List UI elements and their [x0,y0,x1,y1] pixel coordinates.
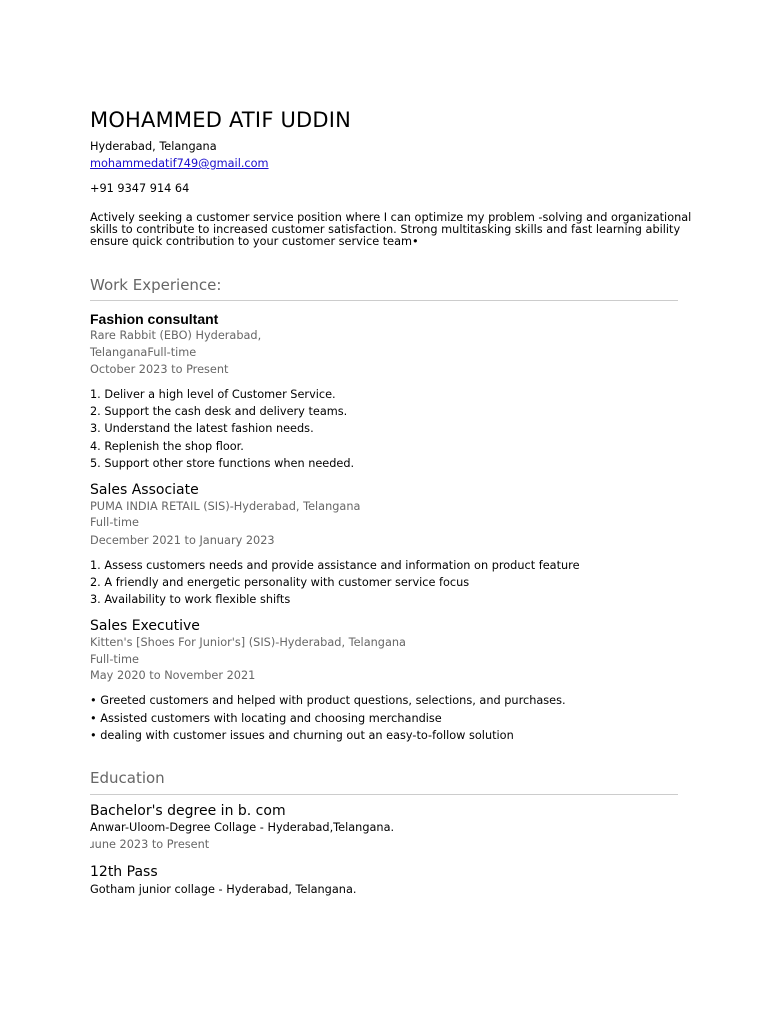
job-title: Sales Executive [90,618,200,634]
job-dates: May 2020 to November 2021 [90,669,256,682]
work-experience-heading: Work Experience: [90,276,222,294]
summary-line: Actively seeking a customer service position where I can optimize my problem -solving and organizational [90,211,692,224]
section-divider [90,300,678,301]
job-title: Sales Associate [90,482,199,498]
email-link[interactable] [90,157,269,171]
summary-line: ensure quick contribution to your customer service team• [90,235,419,248]
list-item: 2. Support the cash desk and delivery teams. [90,405,348,418]
job-company: Rare Rabbit (EBO) Hyderabad, [90,329,262,342]
job-dates: December 2021 to January 2023 [90,534,275,547]
email-text[interactable]: mohammedatif749@gmail.com [90,157,269,170]
job-company-cont: TelanganaFull-time [90,346,197,359]
education-dates: ɹune 2023 to Present [90,838,210,851]
list-item: 3. Availability to work flexible shifts [90,593,291,606]
candidate-name: MOHAMMED ATIF UDDIN [90,108,352,132]
list-item: 1. Deliver a high level of Customer Service. [90,388,336,401]
job-company: PUMA INDIA RETAIL (SIS)-Hyderabad, Telangana [90,500,361,513]
degree-title: 12th Pass [90,864,158,880]
list-item: 3. Understand the latest fashion needs. [90,422,314,435]
list-item: • Assisted customers with locating and choosing merchandise [90,712,442,725]
list-item: 5. Support other store functions when needed. [90,457,355,470]
summary-line: skills to contribute to increased customer satisfaction. Strong multitasking skills and fast learning ability [90,223,681,236]
job-company: Kitten's [Shoes For Junior's] (SIS)-Hyderabad, Telangana [90,636,406,649]
section-divider [90,794,678,795]
job-type: Full-time [90,516,139,529]
job-dates: October 2023 to Present [90,363,229,376]
summary [90,212,690,248]
list-item: 4. Replenish the shop floor. [90,440,244,453]
list-item: • dealing with customer issues and churning out an easy-to-follow solution [90,729,514,742]
list-item: 1. Assess customers needs and provide assistance and information on product feature [90,559,580,572]
job-title: Fashion consultant [90,311,219,327]
list-item: • Greeted customers and helped with product questions, selections, and purchases. [90,694,566,707]
phone: +91 9347 914 64 [90,182,190,195]
degree-title: Bachelor's degree in b. com [90,803,286,819]
location: Hyderabad, Telangana [90,140,217,153]
school-name: Anwar-Uloom-Degree Collage - Hyderabad,Telangana. [90,821,395,834]
job-type: Full-time [90,653,139,666]
education-heading: Education [90,769,165,787]
school-name: Gotham junior collage - Hyderabad, Telangana. [90,883,357,896]
list-item: 2. A friendly and energetic personality with customer service focus [90,576,470,589]
